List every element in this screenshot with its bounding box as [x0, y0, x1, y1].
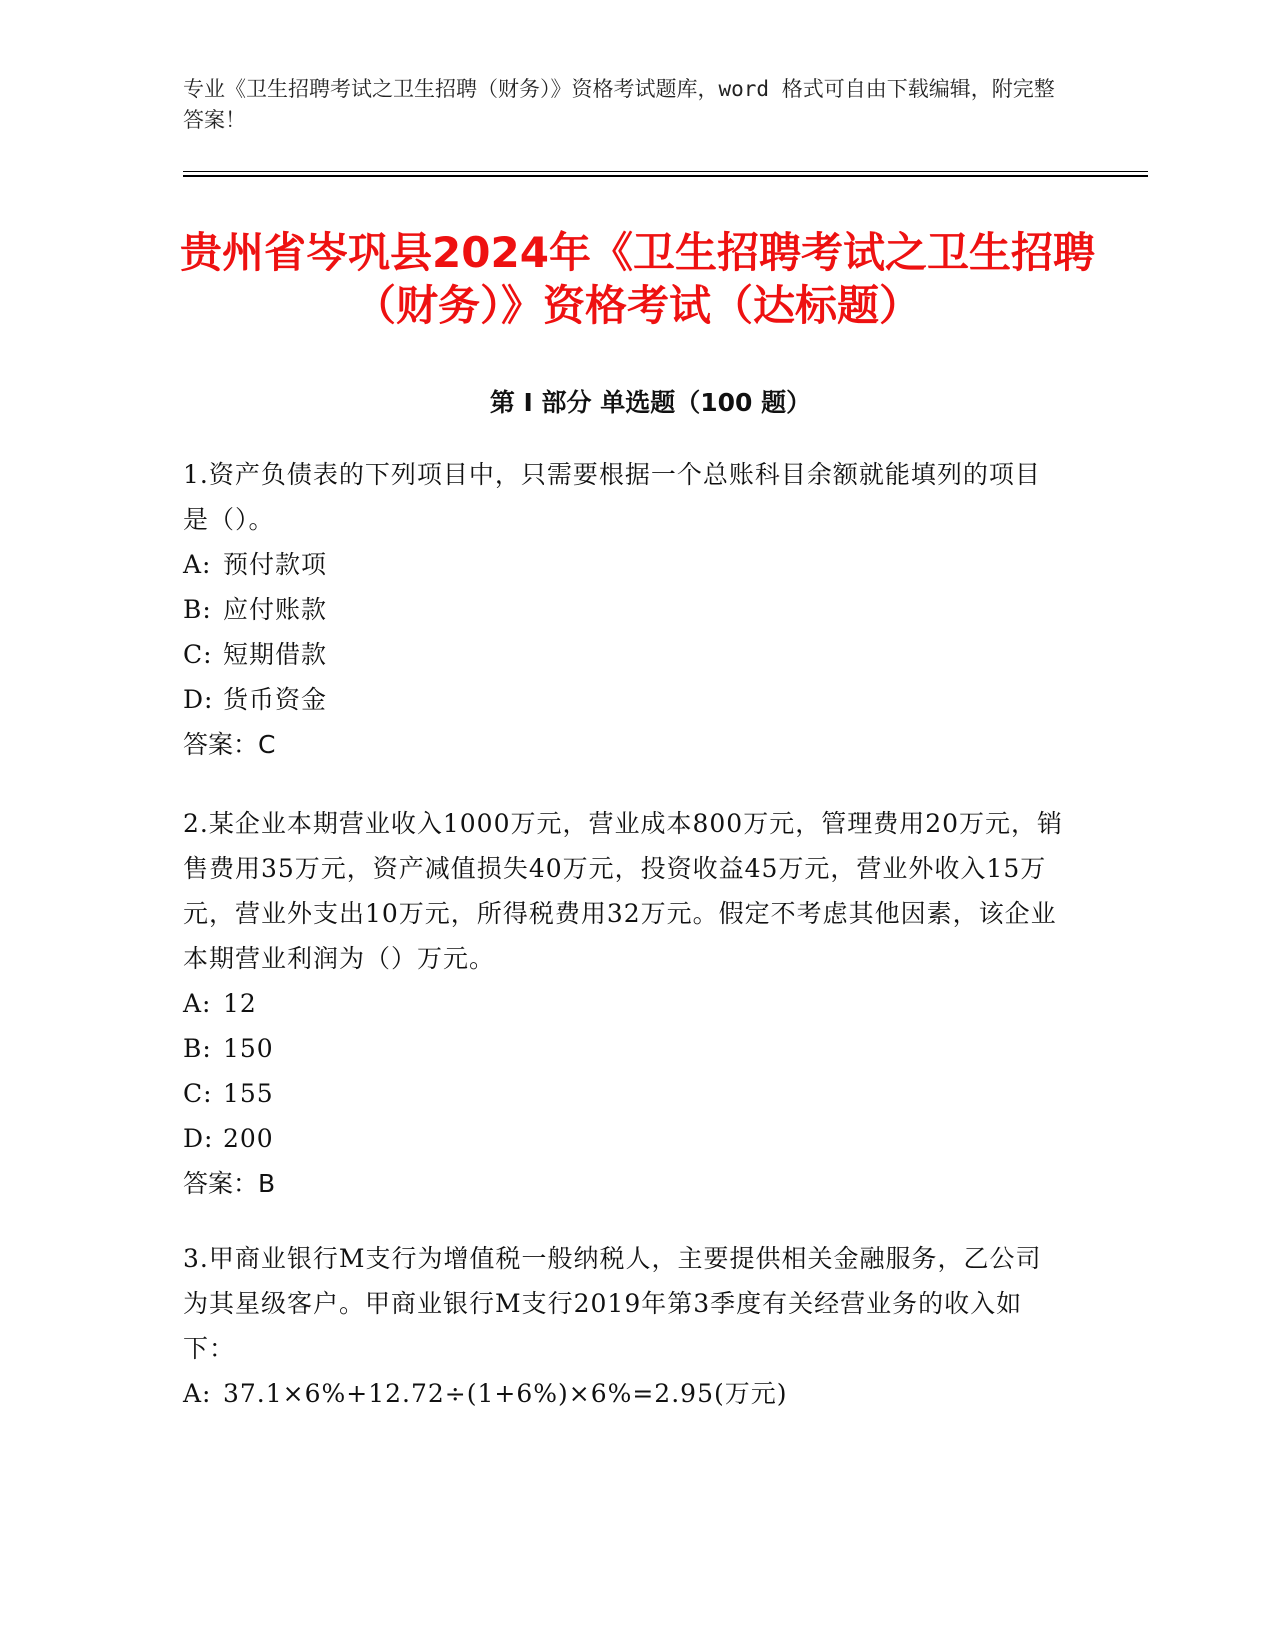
option-key: A:: [183, 1379, 212, 1408]
option-key: D:: [183, 685, 214, 714]
question-stem: 2.某企业本期营业收入1000万元，营业成本800万元，管理费用20万元，销售费用35万元，资产减值损失40万元，投资收益45万元，营业外收入15万元，营业外支出10万元，所得税费用32万元。假定不考虑其他因素，该企业本期营业利润为（）万元。: [183, 809, 1064, 973]
option-key: A:: [183, 989, 212, 1018]
question-2: [183, 801, 1063, 1206]
option-c: [183, 1071, 1063, 1116]
answer: 答案：C: [183, 730, 276, 759]
option-key: B:: [183, 595, 212, 624]
option-key: C:: [183, 640, 213, 669]
question-3: [183, 1236, 1063, 1416]
header-divider-thin: [183, 171, 1148, 172]
header-note: 专业《卫生招聘考试之卫生招聘（财务）》资格考试题库，word 格式可自由下载编辑，附完整答案！: [183, 77, 1055, 132]
option-d: [183, 677, 1063, 722]
question-stem: 3.甲商业银行M支行为增值税一般纳税人，主要提供相关金融服务，乙公司为其星级客户。甲商业银行M支行2019年第3季度有关经营业务的收入如下：: [183, 1244, 1042, 1363]
option-d: [183, 1116, 1063, 1161]
document-title: 贵州省岑巩县2024年《卫生招聘考试之卫生招聘（财务）》资格考试（达标题）: [180, 228, 1095, 330]
option-text: 155: [223, 1079, 274, 1108]
section-title: 第 I 部分 单选题（100 题）: [489, 388, 812, 417]
option-text: 短期借款: [223, 640, 328, 669]
option-b: [183, 1026, 1063, 1071]
option-text: 37.1×6%+12.72÷(1+6%)×6%=2.95(万元): [223, 1379, 788, 1408]
option-text: 货币资金: [223, 685, 328, 714]
option-text: 预付款项: [223, 550, 328, 579]
option-text: 150: [223, 1034, 274, 1063]
option-text: 200: [223, 1124, 274, 1153]
answer: 答案：B: [183, 1169, 276, 1198]
option-a: [183, 1371, 1063, 1416]
option-text: 12: [223, 989, 257, 1018]
option-b: [183, 587, 1063, 632]
option-a: [183, 542, 1063, 587]
option-c: [183, 632, 1063, 677]
option-text: 应付账款: [223, 595, 328, 624]
option-key: A:: [183, 550, 212, 579]
question-1: [183, 452, 1063, 767]
question-stem: 1.资产负债表的下列项目中，只需要根据一个总账科目余额就能填列的项目是（）。: [183, 460, 1041, 534]
option-key: D:: [183, 1124, 214, 1153]
option-key: B:: [183, 1034, 212, 1063]
option-a: [183, 981, 1063, 1026]
option-key: C:: [183, 1079, 213, 1108]
header-divider-thick: [183, 175, 1148, 177]
